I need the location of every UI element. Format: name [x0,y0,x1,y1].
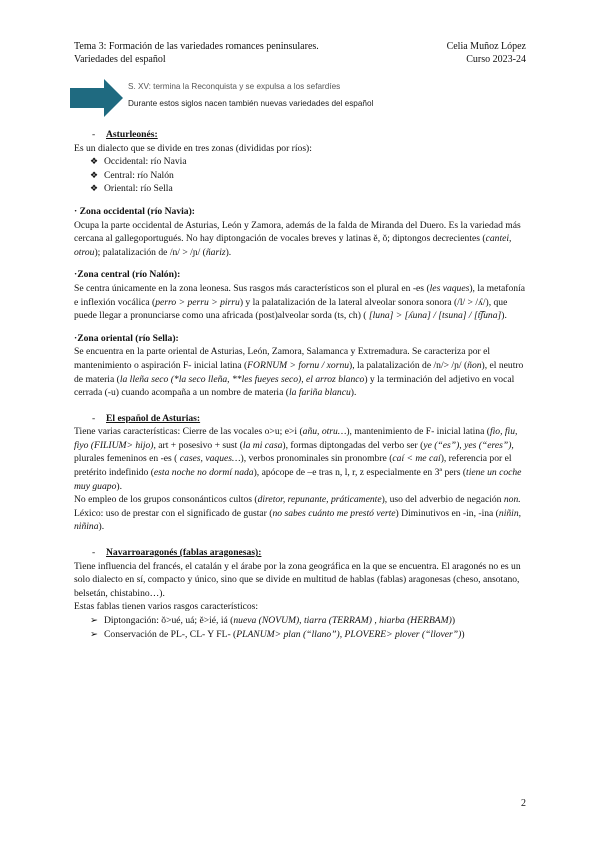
text-run: ), el neutro de materia ( [74,359,524,385]
header-right [447,40,526,66]
diamond-bullet-icon: ❖ [90,169,99,180]
feature-text [104,628,465,642]
example-text: la fariña blancu [288,387,351,399]
list-item [90,628,526,642]
example-text: la mi casa [242,439,283,451]
heading-text: Navarroaragonés (fablas aragonesas): [106,547,262,559]
example-text: diretor, repunante, práticamente [257,494,382,506]
subheading-zona-occidental: · Zona occidental (río Navia): [74,205,195,217]
example-text: non. [503,494,521,506]
example-text: perro > perru > pirru [155,296,240,308]
document-body [74,128,526,641]
paragraph-fablas-intro: Estas fablas tienen varios rasgos característicos: [74,601,259,613]
text-run: ). [350,387,357,399]
list-item [90,182,526,196]
example-text: nueva (NOVUM), tiarra (TERRAM) , hiarba (HERBAM) [233,615,452,626]
heading-dash: - [92,129,96,140]
example-text: niñin, niñina [74,507,522,533]
banner-line-varieties: Durante estos siglos nacen también nuevas variedades del español [128,99,374,108]
example-text: cantei, otrou [74,233,512,258]
text-run: ), verbos pronominales sin pronombre ( [240,453,393,465]
header-author: Celia Muñoz López [446,41,526,52]
example-text: no sabes cuánto me prestó verte [272,507,396,519]
list-item [90,155,526,169]
example-text: ñariz [205,246,226,258]
text-run: ), apócope de –e tras n, l, r, z especialmente en 3ª pers ( [253,467,467,479]
section-heading-asturleones [74,128,526,142]
arrowhead-bullet-icon: ➢ [90,628,99,640]
heading-dash: - [92,412,96,424]
header-subject: Variedades del español [74,54,166,65]
text-run: ). [501,310,507,322]
section-heading-navarroaragones [74,546,526,560]
example-text: FORNUM > fornu / xornu [247,359,350,371]
example-text: caí < me caí [392,453,441,465]
paragraph-asturias-consonants [74,493,526,507]
text-run: ). [225,246,232,258]
example-text: PLANUM> plan (“llano”), PLOVERE> plover (“llover”) [236,628,462,640]
paragraph-zona-occidental [74,219,526,260]
paragraph-asturias-lexicon [74,507,526,534]
text-run: ), la metafonía e inflexión vocálica ( [74,282,526,308]
diamond-bullet-icon: ❖ [90,183,99,194]
text-run: Se centra únicamente en la zona leonesa. Sus rasgos más característicos son el plural en -es ( [74,282,430,294]
zone-label: Occidental: río Navia [104,156,187,168]
paragraph-zona-oriental [74,345,526,399]
text-run: ) [451,615,456,626]
text-run: ). [116,480,122,492]
page-number: 2 [521,798,526,809]
banner-line-reconquista: S. XV: termina la Reconquista y se expulsa a los sefardíes [128,82,341,91]
list-item [90,169,526,183]
diamond-bullet-icon: ❖ [90,156,99,167]
example-text: cases, vaques… [179,453,241,465]
header-left [74,40,319,66]
text-run: Conservación de PL-, CL- Y FL- ( [104,628,237,640]
zone-label: Central: río Nalón [104,169,174,181]
text-run: Ocupa la parte occidental de Asturias, León y Zamora, además de la falda de Miranda del Duero. Es la variedad más cercana al gallegoportugués. No hay diptongación de vocales breves y latinas ĕ, ŏ; diptongos decrecientes ( [74,219,521,245]
example-text: les vaques [429,282,470,294]
example-text: esta noche no dormí nada [153,467,254,479]
example-text: fio, fiu, fiyo (FILIUM> hijo) [74,426,518,451]
paragraph-zona-central [74,282,526,323]
example-text: tiene un coche muy guapo [74,467,522,492]
text-run: ) [461,628,465,640]
text-run: ) y la terminación del adjetivo en vocal cerrada (-u) cuando acompaña a un nombre de materia ( [74,373,515,399]
arrow-right-icon [70,77,124,119]
fablas-features-list [74,614,526,641]
text-run: ), mantenimiento de F- inicial latina ( [346,426,490,438]
example-text: la lleña seco (*la seco lleña, **les fueyes seco), el arroz blanco [119,373,365,385]
text-run: ), formas diptongadas del verbo ser ( [282,439,424,451]
zones-list [74,155,526,196]
subheading-zona-central: ·Zona central (río Nalón): [74,269,181,281]
header-year: Curso 2023-24 [466,54,526,65]
paragraph-asturias-features [74,425,526,493]
text-run: ); palatalización de /n/ > /ɲ/ ( [94,246,206,258]
header-course-title: Tema 3: Formación de las variedades romances peninsulares. [74,41,319,52]
text-run: Tiene varias características: Cierre de las vocales o>u; e>i ( [74,426,303,438]
text-run: Léxico: uso de prestar con el significado de gustar ( [74,507,273,519]
asturleones-intro: Es un dialecto que se divide en tres zonas (divididas por ríos): [74,142,312,154]
text-run: ). [98,521,105,533]
paragraph-navarroaragones: Tiene influencia del francés, el catalán y el árabe por la zona geográfica en la que se encuentra. El aragonés no es un solo dialecto en sí, compacto y único, sino que se divide en multitud de hablas (fablas) aragonesas (cheso, ansotano, belsetán, chistabino…). [74,560,521,599]
heading-text: El español de Asturias: [106,412,201,424]
feature-text [104,614,455,628]
example-text: ñon [467,359,482,371]
example-text: añu, otru… [302,426,347,438]
heading-text: Asturleonés: [106,129,158,140]
timeline-banner [70,77,410,119]
example-text: ye (“es”), yes (“eres”) [423,439,512,451]
text-run: ), la palatalización de /n/> /ɲ/ ( [349,359,468,371]
text-run: Diptongación: ŏ>ué, uá; ĕ>ié, iá ( [104,615,234,626]
text-run: Se encuentra en la parte oriental de Asturias, León, Zamora, Salamanca y Extremadura. Se caracteriza por el mantenimiento o aspiración F- inicial latina ( [74,346,491,371]
text-run: , plurales femeninos en -es ( [74,439,514,465]
heading-dash: - [92,547,96,559]
arrowhead-bullet-icon: ➢ [90,615,99,626]
list-item [90,614,526,628]
text-run: ), referencia por el pretérito indefinido ( [74,453,512,479]
text-run: ), uso del adverbio de negación [381,494,504,506]
text-run: ) Diminutivos en -in, -ina ( [395,507,499,519]
example-text: [luna] > [ʎuna] / [tsuna] / [t͡ʃuna] [368,310,502,322]
text-run: ) y la palatalización de la lateral alveolar sonora sonora (/l/ > /ʎ/), que puede llegar a pronunciarse como una africada (post)alveolar sorda (ts, ch) ( [74,296,508,322]
section-heading-asturias [74,412,526,426]
text-run: No empleo de los grupos consonánticos cultos ( [74,494,258,506]
zone-label: Oriental: río Sella [104,183,173,195]
subheading-zona-oriental: ·Zona oriental (río Sella): [74,332,179,344]
text-run: , art + posesivo + sust ( [153,439,243,451]
